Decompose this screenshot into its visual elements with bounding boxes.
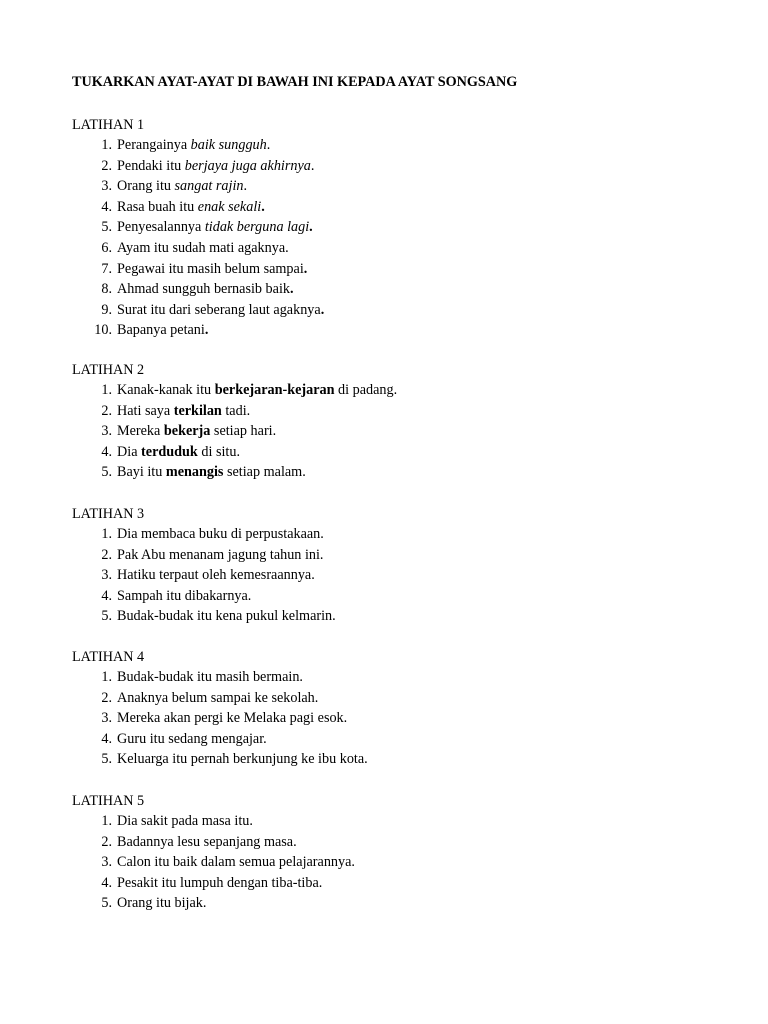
section-heading: LATIHAN 5	[72, 793, 145, 809]
item-number: 5.	[101, 464, 112, 481]
list-item	[72, 667, 712, 688]
item-number: 3.	[101, 423, 112, 440]
item-text: Ahmad sungguh bernasib baik.	[117, 281, 294, 298]
section-latihan-5	[72, 791, 712, 914]
item-number: 1.	[101, 526, 112, 542]
item-text: Mereka akan pergi ke Melaka pagi esok.	[117, 710, 348, 727]
item-text: Budak-budak itu masih bermain.	[117, 669, 303, 685]
section-latihan-4	[72, 647, 712, 770]
list-item	[72, 300, 712, 321]
item-number: 1.	[101, 382, 112, 398]
item-number: 8.	[101, 281, 112, 298]
item-text: Keluarga itu pernah berkunjung ke ibu kota.	[117, 751, 368, 768]
item-number: 1.	[101, 669, 112, 685]
item-text: Hatiku terpaut oleh kemesraannya.	[117, 567, 315, 584]
item-number: 4.	[101, 587, 112, 604]
list-item	[72, 729, 712, 750]
list-item	[72, 832, 712, 853]
list-item	[72, 688, 712, 709]
list-item	[72, 462, 712, 483]
item-text: Pendaki itu berjaya juga akhirnya.	[117, 157, 315, 174]
item-number: 10.	[94, 322, 112, 339]
item-text: Calon itu baik dalam semua pelajarannya.	[117, 854, 355, 871]
list-item	[72, 320, 712, 341]
list-item	[72, 873, 712, 894]
item-text: Badannya lesu sepanjang masa.	[117, 833, 297, 850]
section-heading: LATIHAN 2	[72, 362, 145, 378]
list-item	[72, 156, 712, 177]
item-number: 2.	[101, 546, 112, 563]
item-text: Dia sakit pada masa itu.	[117, 813, 253, 829]
item-text: Guru itu sedang mengajar.	[117, 730, 267, 747]
list-item	[72, 586, 712, 607]
section-heading: LATIHAN 1	[72, 117, 145, 133]
item-number: 2.	[101, 157, 112, 174]
item-text: Sampah itu dibakarnya.	[117, 587, 252, 604]
item-text: Dia membaca buku di perpustakaan.	[117, 526, 324, 542]
item-number: 1.	[101, 137, 112, 153]
item-number: 9.	[101, 301, 112, 318]
item-number: 3.	[101, 854, 112, 871]
list-item	[72, 197, 712, 218]
item-text: Pesakit itu lumpuh dengan tiba-tiba.	[117, 874, 323, 891]
item-text: Pak Abu menanam jagung tahun ini.	[117, 546, 324, 563]
item-text: Mereka bekerja setiap hari.	[117, 423, 277, 440]
item-text: Hati saya terkilan tadi.	[117, 402, 251, 419]
section-heading: LATIHAN 3	[72, 506, 145, 522]
item-text: Budak-budak itu kena pukul kelmarin.	[117, 608, 336, 625]
list-item	[72, 545, 712, 566]
item-number: 4.	[101, 874, 112, 891]
section-latihan-1	[72, 115, 712, 341]
list-item	[72, 176, 712, 197]
item-number: 2.	[101, 833, 112, 850]
item-number: 5.	[101, 219, 112, 236]
section-latihan-3	[72, 504, 712, 627]
item-text: Bapanya petani.	[117, 322, 209, 339]
item-text: Anaknya belum sampai ke sekolah.	[117, 689, 319, 706]
section-latihan-2	[72, 360, 712, 483]
list-item	[72, 238, 712, 259]
item-text: Surat itu dari seberang laut agaknya.	[117, 301, 325, 318]
item-number: 2.	[101, 402, 112, 419]
item-text: Rasa buah itu enak sekali.	[117, 198, 265, 215]
list-item	[72, 421, 712, 442]
item-text: Penyesalannya tidak berguna lagi.	[117, 219, 313, 236]
list-item	[72, 893, 712, 914]
list-item	[72, 565, 712, 586]
item-number: 5.	[101, 608, 112, 625]
list-item	[72, 442, 712, 463]
item-number: 5.	[101, 895, 112, 912]
item-number: 4.	[101, 443, 112, 460]
section-heading: LATIHAN 4	[72, 649, 145, 665]
list-item	[72, 606, 712, 627]
item-text: Dia terduduk di situ.	[117, 443, 241, 460]
list-item	[72, 135, 712, 156]
item-text: Perangainya baik sungguh.	[117, 137, 271, 153]
item-number: 6.	[101, 239, 112, 256]
item-text: Ayam itu sudah mati agaknya.	[117, 239, 289, 256]
list-item	[72, 708, 712, 729]
page-title: TUKARKAN AYAT-AYAT DI BAWAH INI KEPADA AYAT SONGSANG	[72, 74, 518, 90]
item-text: Orang itu bijak.	[117, 895, 207, 912]
item-number: 1.	[101, 813, 112, 829]
list-item	[72, 380, 712, 401]
item-text: Orang itu sangat rajin.	[117, 178, 248, 195]
item-number: 4.	[101, 198, 112, 215]
item-number: 4.	[101, 730, 112, 747]
item-number: 2.	[101, 689, 112, 706]
item-number: 3.	[101, 178, 112, 195]
item-number: 3.	[101, 710, 112, 727]
item-text: Pegawai itu masih belum sampai.	[117, 260, 308, 277]
item-number: 5.	[101, 751, 112, 768]
item-text: Bayi itu menangis setiap malam.	[117, 464, 306, 481]
list-item	[72, 259, 712, 280]
list-item	[72, 811, 712, 832]
list-item	[72, 524, 712, 545]
list-item	[72, 852, 712, 873]
list-item	[72, 749, 712, 770]
item-number: 7.	[101, 260, 112, 277]
item-number: 3.	[101, 567, 112, 584]
list-item	[72, 217, 712, 238]
item-text: Kanak-kanak itu berkejaran-kejaran di padang.	[117, 382, 398, 398]
list-item	[72, 279, 712, 300]
list-item	[72, 401, 712, 422]
